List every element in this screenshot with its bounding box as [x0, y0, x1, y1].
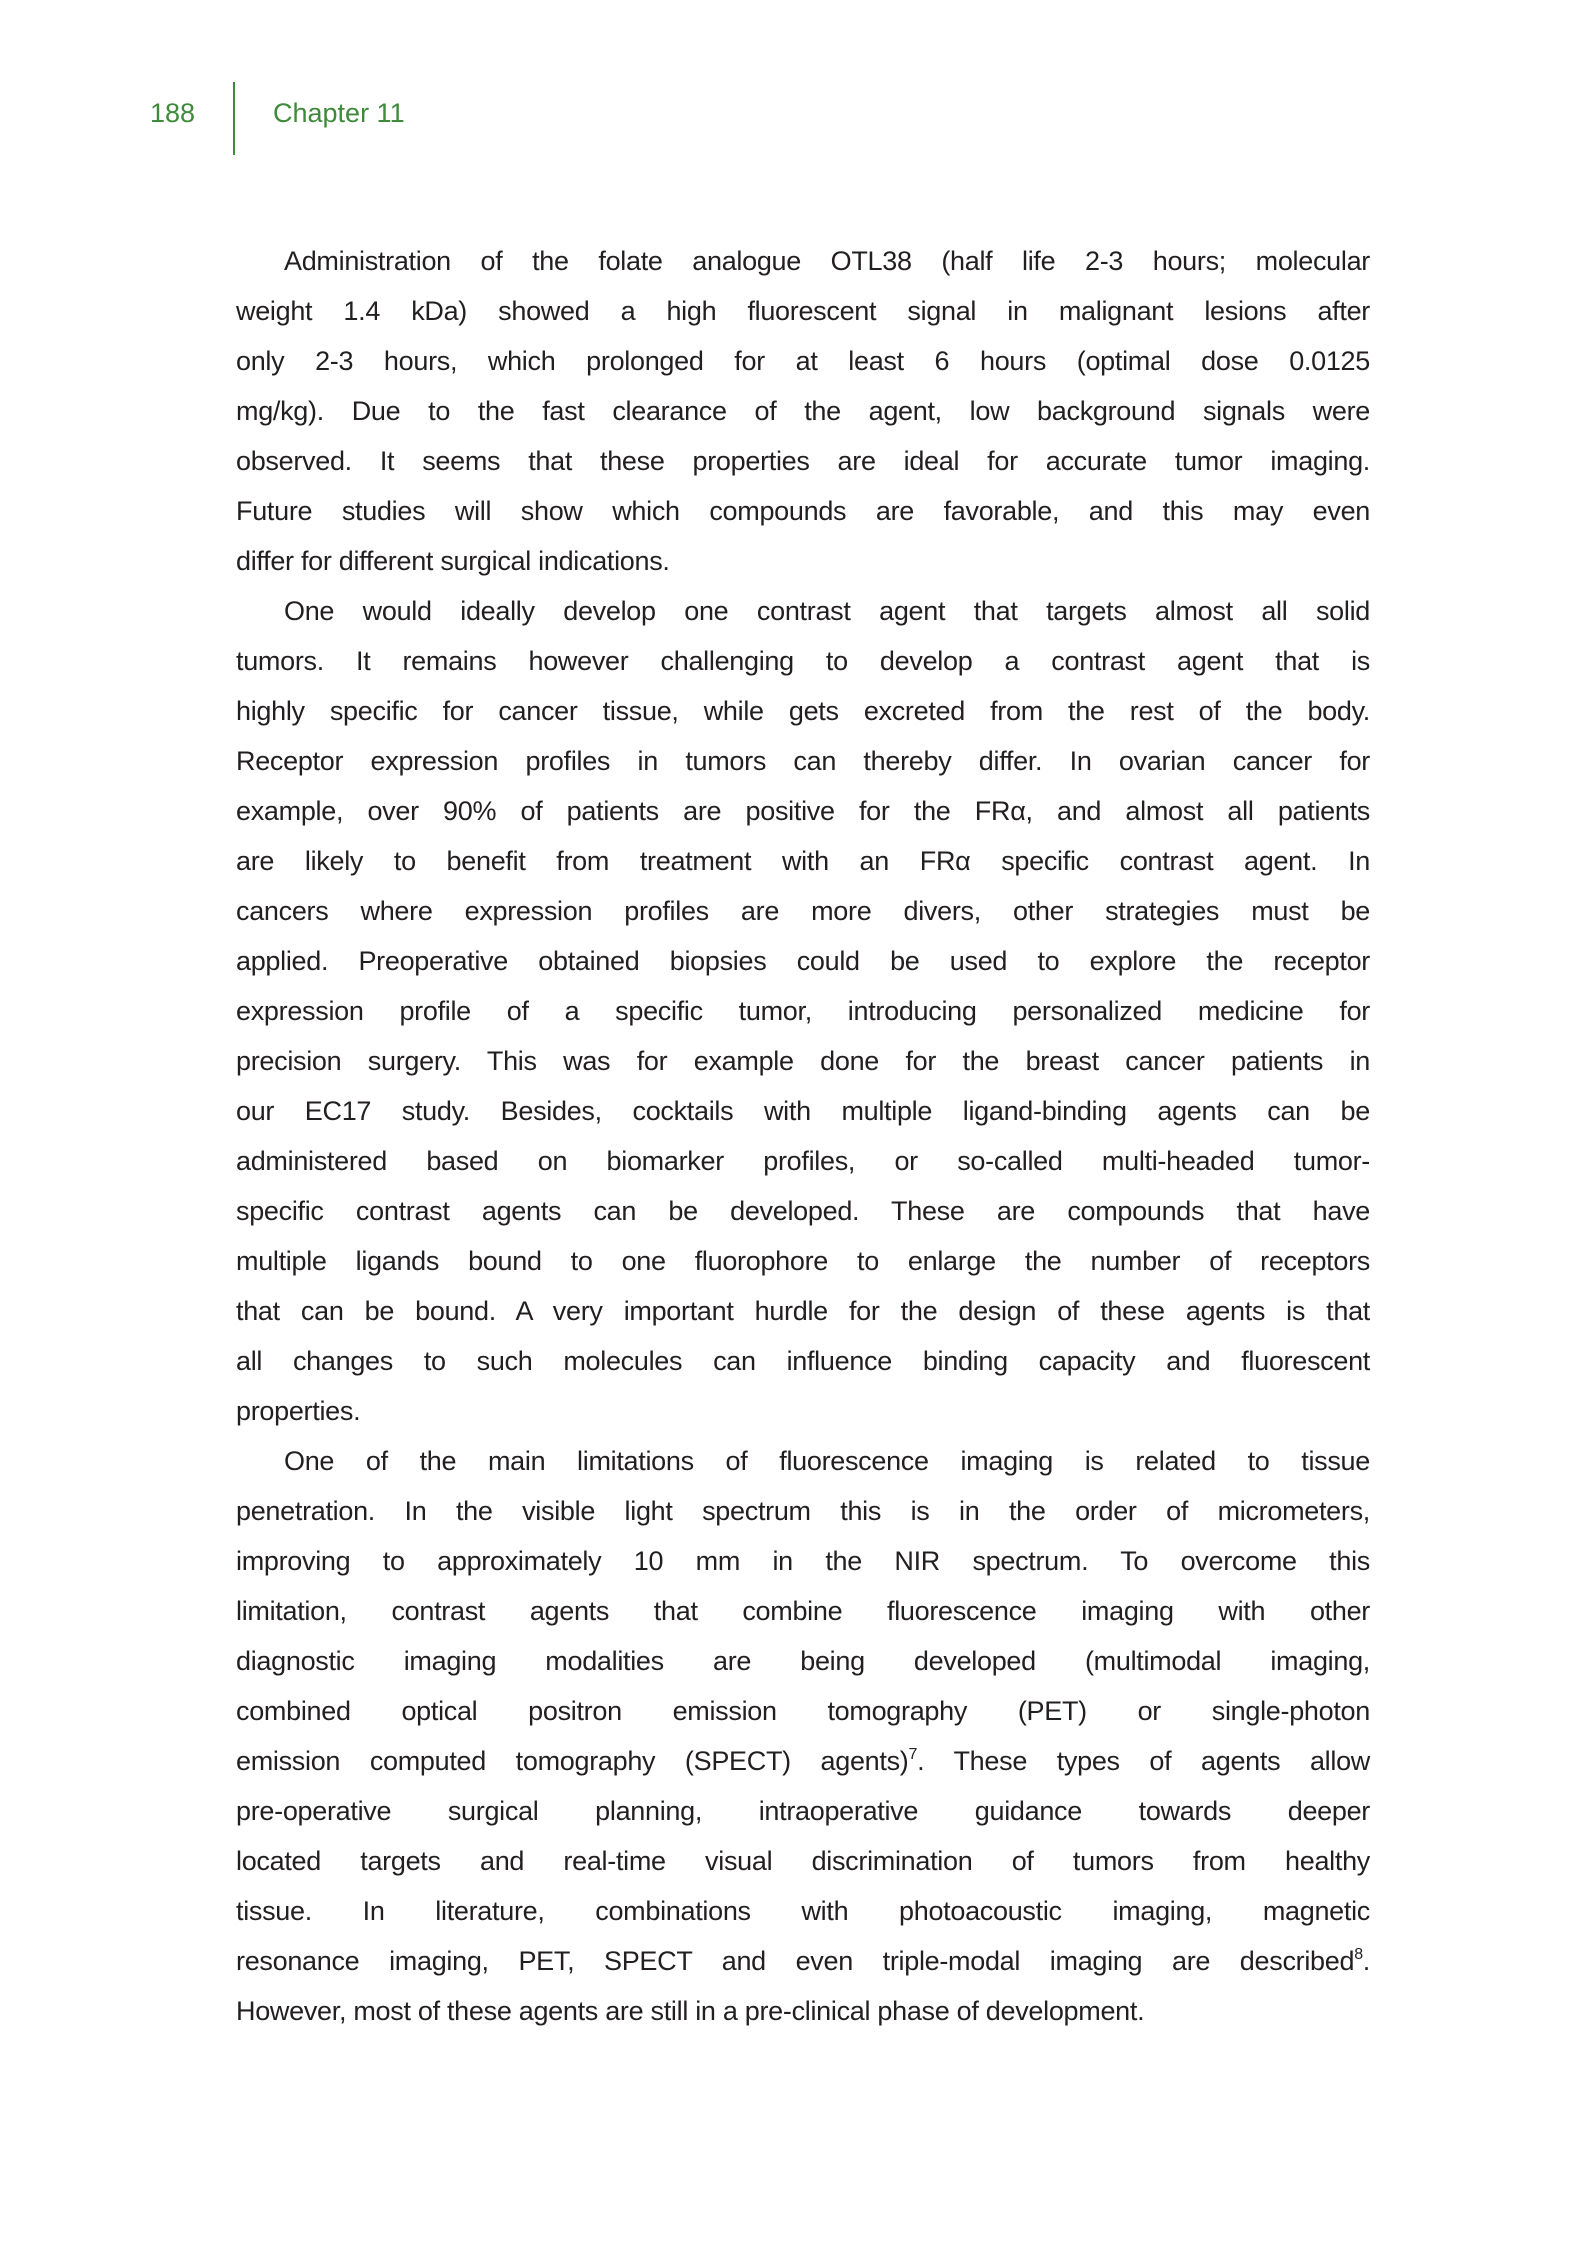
header-divider [233, 82, 235, 155]
text-segment: that can be bound. A very important hurdle for the design of these agents is that [236, 1296, 1370, 1326]
text-segment: Future studies will show which compounds are favorable, and this may even [236, 496, 1370, 526]
text-line [236, 836, 1370, 886]
text-line [236, 1486, 1370, 1536]
page-number: 188 [150, 98, 196, 128]
text-segment: highly specific for cancer tissue, while gets excreted from the rest of the body. [236, 696, 1370, 726]
text-line [236, 1186, 1370, 1236]
text-segment: located targets and real-time visual discrimination of tumors from healthy [236, 1846, 1370, 1876]
paragraph [236, 1436, 1370, 2036]
text-segment: only 2-3 hours, which prolonged for at least 6 hours (optimal dose 0.0125 [236, 346, 1370, 376]
text-line [236, 886, 1370, 936]
text-segment: penetration. In the visible light spectrum this is in the order of micrometers, [236, 1496, 1370, 1526]
text-segment: properties. [236, 1396, 361, 1426]
footnote-reference: 7 [908, 1746, 918, 1763]
text-line [236, 1336, 1370, 1386]
text-line [236, 1536, 1370, 1586]
text-segment: expression profile of a specific tumor, introducing personalized medicine for [236, 996, 1370, 1026]
text-segment: One of the main limitations of fluorescence imaging is related to tissue [284, 1446, 1370, 1476]
text-line [236, 236, 1370, 286]
text-line [236, 736, 1370, 786]
text-segment: . [1362, 1946, 1370, 1976]
text-line [236, 1786, 1370, 1836]
text-segment: are likely to benefit from treatment with an FRα specific contrast agent. In [236, 846, 1370, 876]
text-segment: differ for different surgical indications. [236, 546, 670, 576]
text-segment: tumors. It remains however challenging to develop a contrast agent that is [236, 646, 1370, 676]
text-segment: One would ideally develop one contrast agent that targets almost all solid [284, 596, 1370, 626]
text-line [236, 1836, 1370, 1886]
text-line [236, 386, 1370, 436]
text-line [236, 1686, 1370, 1736]
text-segment: applied. Preoperative obtained biopsies could be used to explore the receptor [236, 946, 1370, 976]
text-line [236, 1286, 1370, 1336]
text-segment: mg/kg). Due to the fast clearance of the agent, low background signals were [236, 396, 1370, 426]
text-segment: limitation, contrast agents that combine fluorescence imaging with other [236, 1596, 1370, 1626]
text-line [236, 636, 1370, 686]
text-segment: multiple ligands bound to one fluorophore to enlarge the number of receptors [236, 1246, 1370, 1276]
text-line [236, 1036, 1370, 1086]
text-segment: administered based on biomarker profiles, or so-called multi-headed tumor- [236, 1146, 1370, 1176]
text-line [236, 986, 1370, 1036]
footnote-reference: 8 [1354, 1946, 1363, 1963]
text-segment: tissue. In literature, combinations with photoacoustic imaging, magnetic [236, 1896, 1370, 1926]
text-line [236, 536, 1370, 586]
text-line [236, 436, 1370, 486]
text-line [236, 1986, 1370, 2036]
text-segment: resonance imaging, PET, SPECT and even triple-modal imaging are described [236, 1946, 1355, 1976]
text-segment: our EC17 study. Besides, cocktails with multiple ligand-binding agents can be [236, 1096, 1370, 1126]
text-segment: Administration of the folate analogue OTL38 (half life 2-3 hours; molecular [284, 246, 1370, 276]
text-line [236, 286, 1370, 336]
text-segment: weight 1.4 kDa) showed a high fluorescent signal in malignant lesions after [236, 296, 1370, 326]
paragraph [236, 586, 1370, 1436]
body-text [236, 236, 1370, 2036]
text-segment: all changes to such molecules can influence binding capacity and fluorescent [236, 1346, 1370, 1376]
text-line [236, 336, 1370, 386]
text-line [236, 1136, 1370, 1186]
text-line [236, 936, 1370, 986]
text-line [236, 686, 1370, 736]
text-line [236, 1436, 1370, 1486]
text-segment: pre-operative surgical planning, intraoperative guidance towards deeper [236, 1796, 1370, 1826]
paragraph [236, 236, 1370, 586]
text-segment: Receptor expression profiles in tumors can thereby differ. In ovarian cancer for [236, 746, 1370, 776]
text-line [236, 1636, 1370, 1686]
text-segment: cancers where expression profiles are more divers, other strategies must be [236, 896, 1370, 926]
text-segment: improving to approximately 10 mm in the NIR spectrum. To overcome this [236, 1546, 1370, 1576]
chapter-title: Chapter 11 [273, 98, 405, 128]
text-line [236, 1386, 1370, 1436]
text-segment: specific contrast agents can be developed. These are compounds that have [236, 1196, 1370, 1226]
text-line [236, 1736, 1370, 1786]
text-segment: observed. It seems that these properties are ideal for accurate tumor imaging. [236, 446, 1370, 476]
text-segment: . These types of agents allow [917, 1746, 1370, 1776]
text-line [236, 1236, 1370, 1286]
text-line [236, 586, 1370, 636]
text-segment: precision surgery. This was for example done for the breast cancer patients in [236, 1046, 1370, 1076]
text-line [236, 1886, 1370, 1936]
text-segment: example, over 90% of patients are positive for the FRα, and almost all patients [236, 796, 1370, 826]
text-segment: combined optical positron emission tomography (PET) or single-photon [236, 1696, 1370, 1726]
text-line [236, 486, 1370, 536]
text-segment: emission computed tomography (SPECT) agents) [236, 1746, 909, 1776]
text-line [236, 1586, 1370, 1636]
text-line [236, 786, 1370, 836]
text-segment: However, most of these agents are still in a pre-clinical phase of development. [236, 1996, 1145, 2026]
text-line [236, 1086, 1370, 1136]
text-segment: diagnostic imaging modalities are being developed (multimodal imaging, [236, 1646, 1370, 1676]
text-line [236, 1936, 1370, 1986]
